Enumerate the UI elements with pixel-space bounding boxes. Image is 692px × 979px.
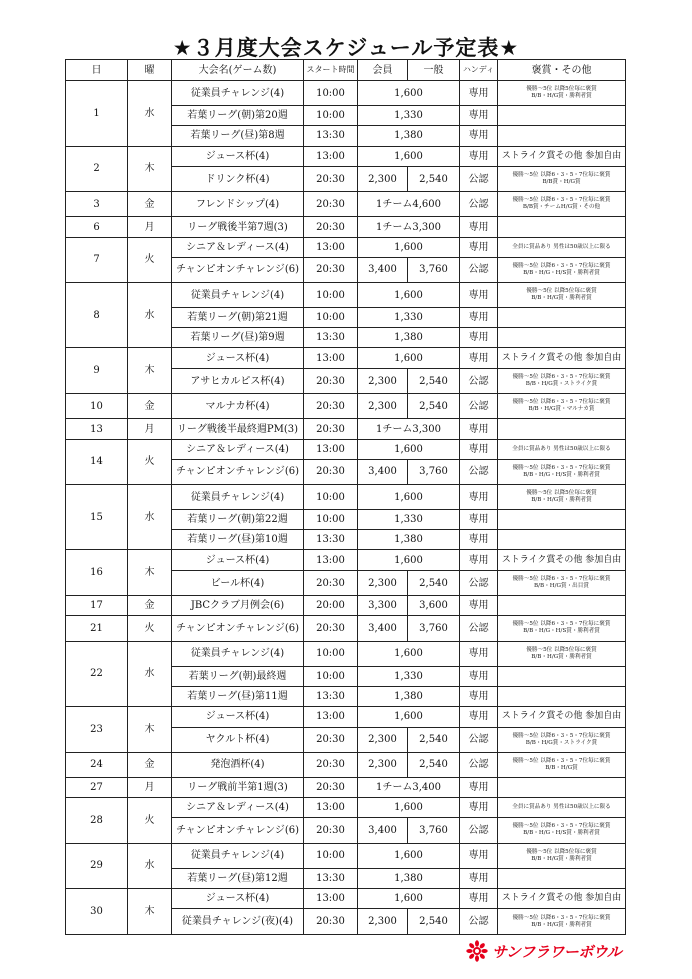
start-time: 10:00	[304, 106, 358, 126]
fee-cell: 1,330	[358, 510, 460, 530]
handicap-cell: 専用	[460, 530, 498, 550]
handicap-cell: 専用	[460, 439, 498, 459]
start-time: 20:30	[304, 571, 358, 596]
day-cell: 30	[66, 888, 128, 934]
start-time: 20:30	[304, 909, 358, 935]
handicap-cell: 専用	[460, 686, 498, 706]
member-fee: 3,400	[358, 257, 408, 282]
handicap-cell: 専用	[460, 419, 498, 439]
header-day: 日	[66, 60, 128, 81]
start-time: 20:30	[304, 192, 358, 217]
table-row	[66, 888, 626, 909]
start-time: 10:00	[304, 843, 358, 868]
handicap-cell: 専用	[460, 550, 498, 571]
event-name: 従業員チャレンジ(4)	[172, 641, 304, 666]
weekday-cell: 水	[128, 641, 172, 707]
event-name: シニア＆レディース(4)	[172, 439, 304, 459]
prize-cell: 優勝～5位 以降6・3・5・7位毎に褒賞 B/B・H/G賞・マルナカ賞	[498, 394, 626, 419]
day-cell: 8	[66, 282, 128, 348]
table-row	[66, 419, 626, 439]
weekday-cell: 水	[128, 484, 172, 550]
event-name: 若葉リーグ(朝)第22週	[172, 510, 304, 530]
start-time: 13:00	[304, 348, 358, 369]
start-time: 13:30	[304, 868, 358, 888]
handicap-cell: 専用	[460, 596, 498, 616]
fee-cell: 1,600	[358, 550, 460, 571]
day-cell: 27	[66, 778, 128, 798]
start-time: 20:30	[304, 616, 358, 641]
start-time: 20:30	[304, 459, 358, 484]
header-start-time: スタート時間	[304, 60, 358, 81]
prize-cell	[498, 666, 626, 686]
weekday-cell: 木	[128, 348, 172, 394]
table-row	[66, 217, 626, 237]
prize-cell: 優勝～5位 以降6・3・5・7位毎に褒賞 B/B・H/G賞・ストライク賞	[498, 727, 626, 752]
table-row	[66, 641, 626, 666]
weekday-cell: 月	[128, 217, 172, 237]
prize-cell: 全員に賞品あり 男性は50歳以上に限る	[498, 798, 626, 818]
prize-cell: 優勝～5位 以降6・3・5・7位毎に褒賞 B/B・H/G賞	[498, 752, 626, 777]
table-row	[66, 146, 626, 167]
prize-cell: 優勝～5位 以降6・3・5・7位毎に褒賞 B/B・H/G賞・出目賞	[498, 571, 626, 596]
handicap-cell: 専用	[460, 641, 498, 666]
handicap-cell: 専用	[460, 510, 498, 530]
header-prizes: 褒賞・その他	[498, 60, 626, 81]
day-cell: 14	[66, 439, 128, 484]
day-cell: 23	[66, 707, 128, 753]
weekday-cell: 木	[128, 707, 172, 753]
day-cell: 10	[66, 394, 128, 419]
event-name: アサヒカルピス杯(4)	[172, 369, 304, 394]
fee-cell: 1,600	[358, 146, 460, 167]
day-cell: 21	[66, 616, 128, 641]
event-name: ジュース杯(4)	[172, 146, 304, 167]
table-row	[66, 237, 626, 257]
day-cell: 24	[66, 752, 128, 777]
prize-cell	[498, 419, 626, 439]
handicap-cell: 専用	[460, 237, 498, 257]
page-title: ★３月度大会スケジュール予定表★	[172, 36, 520, 60]
handicap-cell: 公認	[460, 167, 498, 192]
handicap-cell: 専用	[460, 282, 498, 307]
start-time: 20:30	[304, 752, 358, 777]
handicap-cell: 専用	[460, 106, 498, 126]
weekday-cell: 水	[128, 843, 172, 888]
fee-cell: 1チーム3,300	[358, 217, 460, 237]
schedule-table	[65, 59, 626, 935]
general-fee: 2,540	[408, 369, 460, 394]
handicap-cell: 専用	[460, 707, 498, 728]
day-cell: 16	[66, 550, 128, 596]
event-name: ジュース杯(4)	[172, 348, 304, 369]
event-name: 若葉リーグ(昼)第9週	[172, 328, 304, 348]
header-member: 会員	[358, 60, 408, 81]
prize-cell	[498, 778, 626, 798]
prize-cell: ストライク賞その他 参加自由	[498, 146, 626, 167]
fee-cell: 1,330	[358, 106, 460, 126]
handicap-cell: 公認	[460, 369, 498, 394]
handicap-cell: 専用	[460, 778, 498, 798]
weekday-cell: 月	[128, 778, 172, 798]
start-time: 13:00	[304, 707, 358, 728]
start-time: 20:30	[304, 727, 358, 752]
start-time: 20:30	[304, 778, 358, 798]
day-cell: 1	[66, 81, 128, 147]
fee-cell: 1,600	[358, 798, 460, 818]
handicap-cell: 専用	[460, 217, 498, 237]
day-cell: 15	[66, 484, 128, 550]
handicap-cell: 専用	[460, 666, 498, 686]
start-time: 13:00	[304, 439, 358, 459]
start-time: 13:30	[304, 530, 358, 550]
event-name: 従業員チャレンジ(4)	[172, 282, 304, 307]
day-cell: 29	[66, 843, 128, 888]
event-name: 従業員チャレンジ(4)	[172, 843, 304, 868]
event-name: リーグ戦後半最終週PM(3)	[172, 419, 304, 439]
handicap-cell: 専用	[460, 868, 498, 888]
handicap-cell: 専用	[460, 888, 498, 909]
event-name: 従業員チャレンジ(夜)(4)	[172, 909, 304, 935]
prize-cell: ストライク賞その他 参加自由	[498, 550, 626, 571]
fee-cell: 1,600	[358, 888, 460, 909]
fee-cell: 1,600	[358, 843, 460, 868]
event-name: 若葉リーグ(昼)第10週	[172, 530, 304, 550]
member-fee: 2,300	[358, 571, 408, 596]
handicap-cell: 専用	[460, 348, 498, 369]
event-name: フレンドシップ(4)	[172, 192, 304, 217]
table-row	[66, 550, 626, 571]
event-name: 従業員チャレンジ(4)	[172, 81, 304, 106]
fee-cell: 1チーム3,400	[358, 778, 460, 798]
start-time: 20:30	[304, 818, 358, 843]
prize-cell: 優勝～5位 以降6・3・5・7位毎に褒賞 B/B・H/G賞・ストライク賞	[498, 369, 626, 394]
handicap-cell: 公認	[460, 571, 498, 596]
table-row	[66, 596, 626, 616]
prize-cell: 優勝～5位 以降6・3・5・7位毎に褒賞 B/B・H/G・H/S賞・勝利者賞	[498, 616, 626, 641]
handicap-cell: 公認	[460, 909, 498, 935]
day-cell: 17	[66, 596, 128, 616]
day-cell: 28	[66, 798, 128, 843]
event-name: ジュース杯(4)	[172, 888, 304, 909]
event-name: 従業員チャレンジ(4)	[172, 484, 304, 509]
header-handicap: ハンディ	[460, 60, 498, 81]
prize-cell	[498, 106, 626, 126]
prize-cell: 全員に賞品あり 男性は50歳以上に限る	[498, 237, 626, 257]
start-time: 13:00	[304, 550, 358, 571]
event-name: 若葉リーグ(朝)第20週	[172, 106, 304, 126]
general-fee: 2,540	[408, 752, 460, 777]
start-time: 13:30	[304, 328, 358, 348]
weekday-cell: 火	[128, 616, 172, 641]
handicap-cell: 公認	[460, 459, 498, 484]
prize-cell	[498, 686, 626, 706]
table-row	[66, 348, 626, 369]
handicap-cell: 公認	[460, 394, 498, 419]
member-fee: 3,300	[358, 596, 408, 616]
prize-cell: 全員に賞品あり 男性は50歳以上に限る	[498, 439, 626, 459]
start-time: 20:30	[304, 217, 358, 237]
event-name: シニア＆レディース(4)	[172, 237, 304, 257]
weekday-cell: 水	[128, 282, 172, 348]
weekday-cell: 木	[128, 146, 172, 192]
event-name: マルナカ杯(4)	[172, 394, 304, 419]
day-cell: 22	[66, 641, 128, 707]
start-time: 13:00	[304, 888, 358, 909]
prize-cell: 優勝～5位 以降6・3・5・7位毎に褒賞 B/B賞・チームH/G賞・その他	[498, 192, 626, 217]
weekday-cell: 月	[128, 419, 172, 439]
prize-cell: 優勝～5位 以降5位毎に褒賞 B/B・H/G賞・勝利者賞	[498, 81, 626, 106]
day-cell: 2	[66, 146, 128, 192]
table-row	[66, 707, 626, 728]
prize-cell: 優勝～5位 以降6・3・5・7位毎に褒賞 B/B・H/G・H/S賞・勝利者賞	[498, 818, 626, 843]
start-time: 13:00	[304, 237, 358, 257]
event-name: チャンピオンチャレンジ(6)	[172, 257, 304, 282]
member-fee: 2,300	[358, 909, 408, 935]
handicap-cell: 公認	[460, 727, 498, 752]
handicap-cell: 専用	[460, 126, 498, 146]
fee-cell: 1,600	[358, 439, 460, 459]
start-time: 20:30	[304, 419, 358, 439]
general-fee: 2,540	[408, 571, 460, 596]
header-general: 一般	[408, 60, 460, 81]
fee-cell: 1,600	[358, 348, 460, 369]
handicap-cell: 専用	[460, 308, 498, 328]
event-name: 若葉リーグ(昼)第11週	[172, 686, 304, 706]
start-time: 10:00	[304, 510, 358, 530]
table-row	[66, 798, 626, 818]
event-name: リーグ戦前半第1週(3)	[172, 778, 304, 798]
event-name: チャンピオンチャレンジ(6)	[172, 818, 304, 843]
event-name: 発泡酒杯(4)	[172, 752, 304, 777]
table-row	[66, 439, 626, 459]
member-fee: 3,400	[358, 459, 408, 484]
general-fee: 2,540	[408, 727, 460, 752]
start-time: 10:00	[304, 484, 358, 509]
table-row	[66, 778, 626, 798]
member-fee: 2,300	[358, 369, 408, 394]
handicap-cell: 公認	[460, 616, 498, 641]
handicap-cell: 専用	[460, 798, 498, 818]
weekday-cell: 金	[128, 394, 172, 419]
fee-cell: 1,330	[358, 666, 460, 686]
prize-cell	[498, 510, 626, 530]
event-name: シニア＆レディース(4)	[172, 798, 304, 818]
prize-cell: 優勝～5位 以降5位毎に褒賞 B/B・H/G賞・勝利者賞	[498, 484, 626, 509]
start-time: 10:00	[304, 308, 358, 328]
member-fee: 2,300	[358, 752, 408, 777]
weekday-cell: 木	[128, 888, 172, 934]
start-time: 20:30	[304, 394, 358, 419]
member-fee: 3,400	[358, 616, 408, 641]
brand-name: サンフラワーボウル	[492, 942, 622, 961]
member-fee: 3,400	[358, 818, 408, 843]
brand-logo	[466, 938, 626, 964]
prize-cell: ストライク賞その他 参加自由	[498, 888, 626, 909]
prize-cell	[498, 126, 626, 146]
event-name: 若葉リーグ(昼)第12週	[172, 868, 304, 888]
weekday-cell: 水	[128, 81, 172, 147]
prize-cell: 優勝～5位 以降5位毎に褒賞 B/B・H/G賞・勝利者賞	[498, 282, 626, 307]
prize-cell: 優勝～5位 以降5位毎に褒賞 B/B・H/G賞・勝利者賞	[498, 641, 626, 666]
general-fee: 2,540	[408, 909, 460, 935]
general-fee: 3,760	[408, 459, 460, 484]
event-name: ジュース杯(4)	[172, 707, 304, 728]
event-name: JBCクラブ月例会(6)	[172, 596, 304, 616]
table-row	[66, 616, 626, 641]
handicap-cell: 専用	[460, 146, 498, 167]
day-cell: 7	[66, 237, 128, 282]
general-fee: 3,760	[408, 818, 460, 843]
prize-cell: 優勝～5位 以降6・3・5・7位毎に褒賞 B/B・H/G・H/S賞・勝利者賞	[498, 459, 626, 484]
prize-cell	[498, 868, 626, 888]
handicap-cell: 専用	[460, 484, 498, 509]
weekday-cell: 火	[128, 439, 172, 484]
prize-cell	[498, 530, 626, 550]
general-fee: 3,760	[408, 257, 460, 282]
fee-cell: 1,380	[358, 686, 460, 706]
start-time: 10:00	[304, 641, 358, 666]
sunflower-logo-icon	[466, 940, 488, 962]
handicap-cell: 公認	[460, 192, 498, 217]
fee-cell: 1,600	[358, 641, 460, 666]
handicap-cell: 公認	[460, 818, 498, 843]
fee-cell: 1,330	[358, 308, 460, 328]
prize-cell: 優勝～5位 以降6・3・5・7位毎に褒賞 B/B賞・H/G賞	[498, 167, 626, 192]
day-cell: 13	[66, 419, 128, 439]
event-name: ビール杯(4)	[172, 571, 304, 596]
handicap-cell: 専用	[460, 843, 498, 868]
table-row	[66, 192, 626, 217]
event-name: 若葉リーグ(朝)第21週	[172, 308, 304, 328]
start-time: 10:00	[304, 81, 358, 106]
member-fee: 2,300	[358, 727, 408, 752]
weekday-cell: 木	[128, 550, 172, 596]
general-fee: 2,540	[408, 394, 460, 419]
fee-cell: 1,380	[358, 126, 460, 146]
handicap-cell: 専用	[460, 328, 498, 348]
weekday-cell: 金	[128, 192, 172, 217]
weekday-cell: 火	[128, 237, 172, 282]
member-fee: 2,300	[358, 394, 408, 419]
fee-cell: 1チーム3,300	[358, 419, 460, 439]
prize-cell: ストライク賞その他 参加自由	[498, 707, 626, 728]
prize-cell: 優勝～5位 以降6・3・5・7位毎に褒賞 B/B・H/G賞・勝利者賞	[498, 909, 626, 935]
start-time: 13:00	[304, 798, 358, 818]
fee-cell: 1チーム4,600	[358, 192, 460, 217]
day-cell: 6	[66, 217, 128, 237]
start-time: 20:30	[304, 167, 358, 192]
header-row	[66, 60, 626, 81]
weekday-cell: 火	[128, 798, 172, 843]
header-weekday: 曜	[128, 60, 172, 81]
fee-cell: 1,600	[358, 237, 460, 257]
handicap-cell: 公認	[460, 257, 498, 282]
event-name: 若葉リーグ(朝)最終週	[172, 666, 304, 686]
event-name: ヤクルト杯(4)	[172, 727, 304, 752]
handicap-cell: 公認	[460, 752, 498, 777]
handicap-cell: 専用	[460, 81, 498, 106]
prize-cell: 優勝～5位 以降5位毎に褒賞 B/B・H/G賞・勝利者賞	[498, 843, 626, 868]
start-time: 10:00	[304, 282, 358, 307]
event-name: ジュース杯(4)	[172, 550, 304, 571]
start-time: 20:30	[304, 257, 358, 282]
fee-cell: 1,600	[358, 707, 460, 728]
prize-cell	[498, 328, 626, 348]
general-fee: 3,600	[408, 596, 460, 616]
table-row	[66, 81, 626, 106]
fee-cell: 1,600	[358, 81, 460, 106]
table-row	[66, 394, 626, 419]
prize-cell	[498, 217, 626, 237]
schedule-body	[66, 81, 626, 935]
fee-cell: 1,380	[358, 868, 460, 888]
weekday-cell: 金	[128, 596, 172, 616]
start-time: 13:00	[304, 146, 358, 167]
fee-cell: 1,380	[358, 530, 460, 550]
event-name: チャンピオンチャレンジ(6)	[172, 616, 304, 641]
start-time: 20:00	[304, 596, 358, 616]
event-name: リーグ戦後半第7週(3)	[172, 217, 304, 237]
fee-cell: 1,600	[358, 484, 460, 509]
day-cell: 3	[66, 192, 128, 217]
general-fee: 2,540	[408, 167, 460, 192]
member-fee: 2,300	[358, 167, 408, 192]
event-name: 若葉リーグ(昼)第8週	[172, 126, 304, 146]
table-row	[66, 752, 626, 777]
fee-cell: 1,380	[358, 328, 460, 348]
start-time: 13:30	[304, 686, 358, 706]
fee-cell: 1,600	[358, 282, 460, 307]
weekday-cell: 金	[128, 752, 172, 777]
start-time: 10:00	[304, 666, 358, 686]
prize-cell	[498, 596, 626, 616]
day-cell: 9	[66, 348, 128, 394]
table-row	[66, 843, 626, 868]
table-row	[66, 282, 626, 307]
prize-cell: ストライク賞その他 参加自由	[498, 348, 626, 369]
general-fee: 3,760	[408, 616, 460, 641]
header-event: 大会名(ゲーム数)	[172, 60, 304, 81]
event-name: チャンピオンチャレンジ(6)	[172, 459, 304, 484]
prize-cell	[498, 308, 626, 328]
start-time: 13:30	[304, 126, 358, 146]
prize-cell: 優勝～5位 以降6・3・5・7位毎に褒賞 B/B・H/G・H/S賞・勝利者賞	[498, 257, 626, 282]
start-time: 20:30	[304, 369, 358, 394]
table-row	[66, 484, 626, 509]
event-name: ドリンク杯(4)	[172, 167, 304, 192]
